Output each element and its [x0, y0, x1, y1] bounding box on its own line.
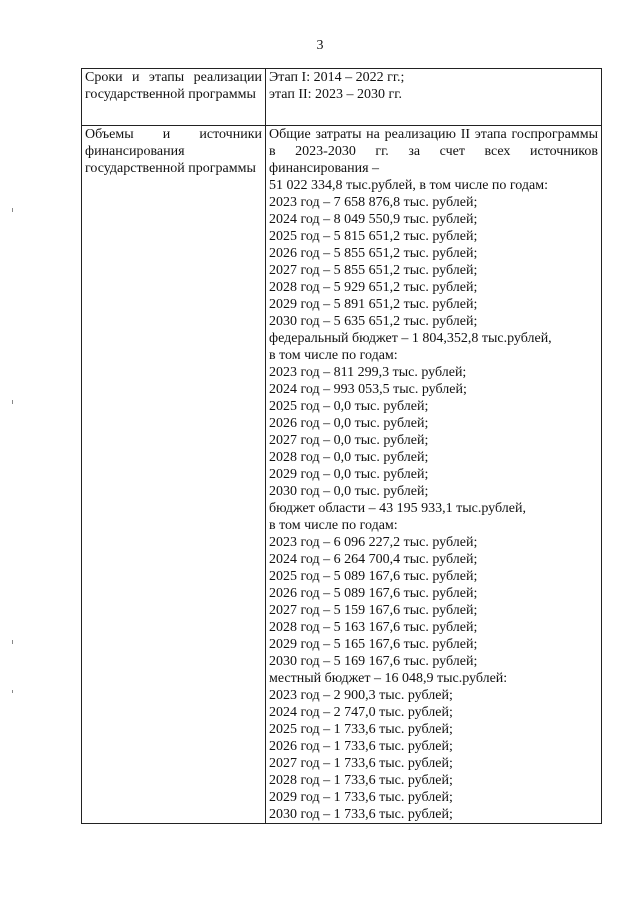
- funding-line: 2029 год – 5 165 167,6 тыс. рублей;: [269, 637, 478, 652]
- funding-line: 2030 год – 0,0 тыс. рублей;: [269, 484, 429, 499]
- table-row-funding: [82, 126, 602, 824]
- scan-mark: [12, 640, 13, 644]
- funding-line: 2028 год – 5 163 167,6 тыс. рублей;: [269, 620, 478, 635]
- funding-lines: [269, 177, 598, 823]
- funding-intro: Общие затраты на реализацию II этапа госпрограммы в 2023-2030 гг. за счет всех источников финансирования –: [269, 127, 598, 176]
- funding-line: 2028 год – 0,0 тыс. рублей;: [269, 450, 429, 465]
- program-passport-table: [81, 68, 602, 824]
- funding-line: в том числе по годам:: [269, 518, 398, 533]
- funding-line: 2030 год – 5 635 651,2 тыс. рублей;: [269, 314, 478, 329]
- funding-line: местный бюджет – 16 048,9 тыс.рублей:: [269, 671, 508, 686]
- scan-mark: [12, 400, 13, 404]
- funding-line: в том числе по годам:: [269, 348, 398, 363]
- funding-line: 2027 год – 5 855 651,2 тыс. рублей;: [269, 263, 478, 278]
- funding-line: 2030 год – 1 733,6 тыс. рублей;: [269, 807, 453, 822]
- funding-line: 2026 год – 5 089 167,6 тыс. рублей;: [269, 586, 478, 601]
- funding-line: 2025 год – 0,0 тыс. рублей;: [269, 399, 429, 414]
- funding-line: 2024 год – 6 264 700,4 тыс. рублей;: [269, 552, 478, 567]
- funding-line: 2023 год – 7 658 876,8 тыс. рублей;: [269, 195, 478, 210]
- funding-line: 2029 год – 1 733,6 тыс. рублей;: [269, 790, 453, 805]
- funding-line: 2030 год – 5 169 167,6 тыс. рублей;: [269, 654, 478, 669]
- funding-line: бюджет области – 43 195 933,1 тыс.рублей,: [269, 501, 526, 516]
- funding-line: 2026 год – 0,0 тыс. рублей;: [269, 416, 429, 431]
- funding-line: 2029 год – 0,0 тыс. рублей;: [269, 467, 429, 482]
- funding-line: 2025 год – 1 733,6 тыс. рублей;: [269, 722, 453, 737]
- funding-line: 2024 год – 2 747,0 тыс. рублей;: [269, 705, 453, 720]
- funding-line: 2025 год – 5 089 167,6 тыс. рублей;: [269, 569, 478, 584]
- funding-label: Объемы и источники финансирования государственной программы: [85, 127, 262, 176]
- funding-line: 2028 год – 5 929 651,2 тыс. рублей;: [269, 280, 478, 295]
- funding-line: 2028 год – 1 733,6 тыс. рублей;: [269, 773, 453, 788]
- funding-line: 2025 год – 5 815 651,2 тыс. рублей;: [269, 229, 478, 244]
- funding-line: 2023 год – 6 096 227,2 тыс. рублей;: [269, 535, 478, 550]
- stage-2: этап II: 2023 – 2030 гг.: [269, 87, 402, 102]
- funding-line: 2027 год – 1 733,6 тыс. рублей;: [269, 756, 453, 771]
- table-row-stages: [82, 69, 602, 126]
- funding-line: 2024 год – 993 053,5 тыс. рублей;: [269, 382, 467, 397]
- scan-mark: [12, 208, 13, 212]
- funding-line: 2026 год – 1 733,6 тыс. рублей;: [269, 739, 453, 754]
- page-number: 3: [316, 38, 324, 53]
- funding-line: 2029 год – 5 891 651,2 тыс. рублей;: [269, 297, 478, 312]
- funding-line: федеральный бюджет – 1 804,352,8 тыс.рублей,: [269, 331, 552, 346]
- funding-line: 2023 год – 811 299,3 тыс. рублей;: [269, 365, 467, 380]
- scan-mark: [12, 690, 13, 693]
- funding-value-cell: [266, 126, 602, 824]
- funding-line: 2023 год – 2 900,3 тыс. рублей;: [269, 688, 453, 703]
- funding-label-cell: [82, 126, 266, 824]
- stage-1: Этап I: 2014 – 2022 гг.;: [269, 70, 405, 85]
- funding-line: 2027 год – 0,0 тыс. рублей;: [269, 433, 429, 448]
- funding-line: 2027 год – 5 159 167,6 тыс. рублей;: [269, 603, 478, 618]
- stages-value-cell: [266, 69, 602, 126]
- funding-line: 51 022 334,8 тыс.рублей, в том числе по годам:: [269, 178, 548, 193]
- funding-line: 2024 год – 8 049 550,9 тыс. рублей;: [269, 212, 478, 227]
- funding-line: 2026 год – 5 855 651,2 тыс. рублей;: [269, 246, 478, 261]
- stages-label-cell: [82, 69, 266, 126]
- stages-label: Сроки и этапы реализации государственной программы: [85, 70, 262, 102]
